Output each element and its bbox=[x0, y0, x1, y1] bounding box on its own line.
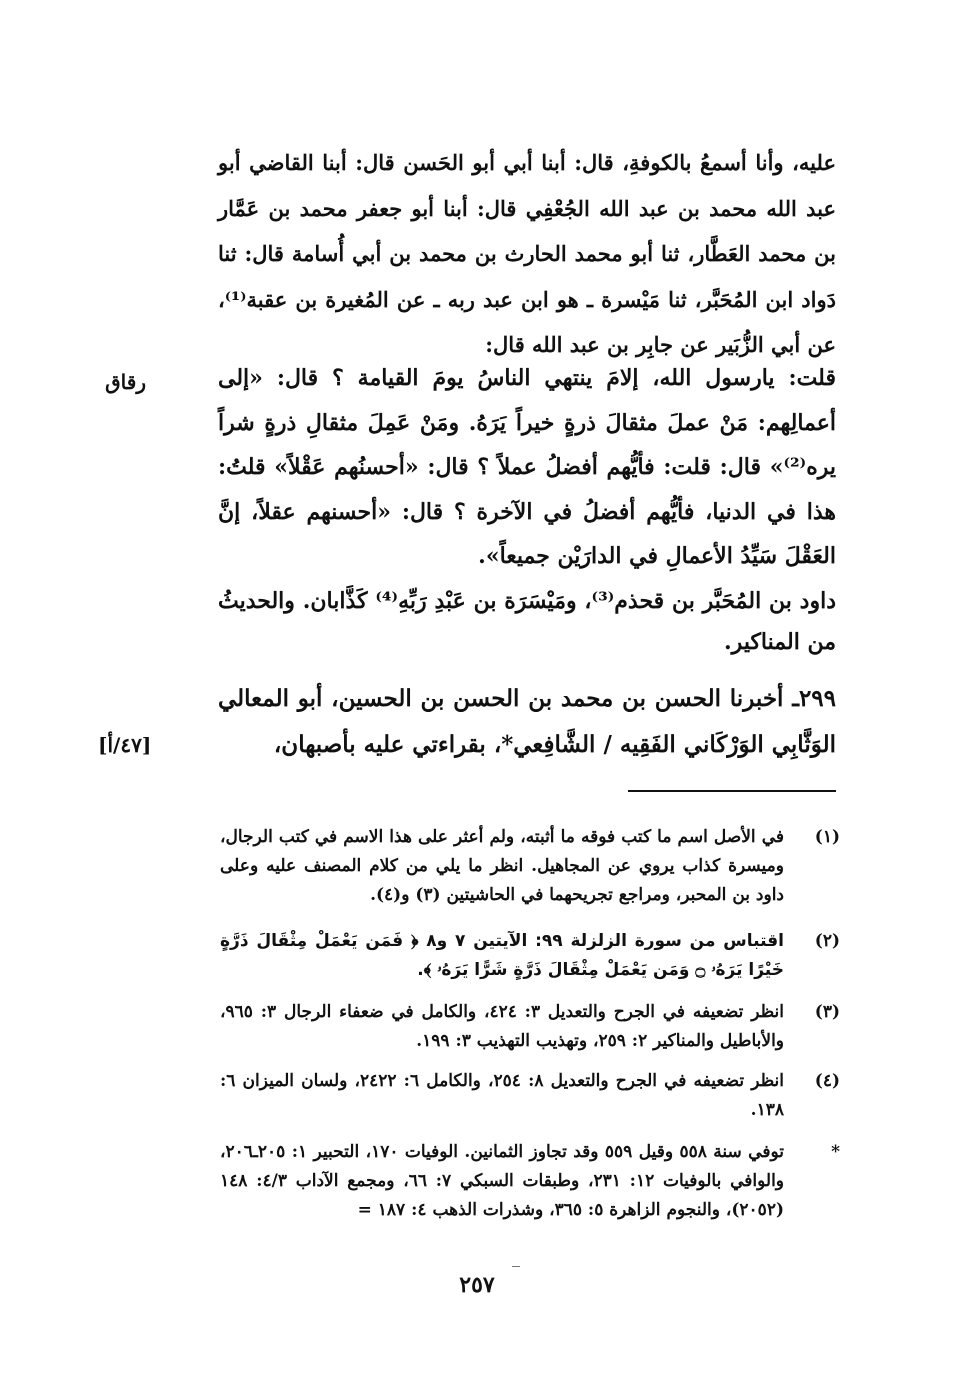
footnote-text: انظر تضعيفه في الجرح والتعديل ٣: ٤٢٤، والكامل في ضعفاء الرجال ٣: ٩٦٥، والأباطيل والمناكير ٢: ٢٥٩، وتهذيب التهذيب ٣: ١٩٩. bbox=[220, 1002, 784, 1051]
footnote-asterisk bbox=[220, 1138, 840, 1225]
footnote-2 bbox=[220, 927, 840, 985]
margin-label-riqaq: رقاق bbox=[105, 370, 146, 394]
footnote-text: اقتباس من سورة الزلزلة ٩٩: الآيتين ٧ و٨ ﴿ فَمَن يَعْمَلْ مِثْقَالَ ذَرَّةٍ خَيْرًا يَرَهُۥ ۝ وَمَن يَعْمَلْ مِثْقَالَ ذَرَّةٍ شَرًّا يَرَهُۥ ﴾. bbox=[220, 931, 784, 980]
footnote-text: في الأصل اسم ما كتب فوقه ما أثبته، ولم أعثر على هذا الاسم في كتب الرجال، وميسرة كذاب يروي عن المجاهيل. انظر ما يلي من كلام المصنف عليه وعلى داود بن المحبر، ومراجع تجريحهما في الحاشيتين (٣) و(٤). bbox=[220, 827, 784, 905]
footnote-1 bbox=[220, 823, 840, 910]
footnote-4 bbox=[220, 1067, 840, 1125]
manuscript-folio-ref: [٤٧/أ] bbox=[98, 733, 152, 757]
hadith-299-heading: ٢٩٩ـ أخبرنا الحسن بن محمد بن الحسن بن الحسين، أبو المعالي الوَثَّابِي الوَرْكَاني الفَقِيه / الشَّافِعي*، بقراءتي عليه بأصبهان، bbox=[218, 685, 836, 758]
footnote-number: (٢) bbox=[814, 931, 840, 951]
footnote-separator bbox=[628, 790, 836, 792]
footnote-text: انظر تضعيفه في الجرح والتعديل ٨: ٢٥٤، والكامل ٦: ٢٤٢٢، ولسان الميزان ٦: ١٣٨. bbox=[220, 1071, 784, 1120]
printer-mark bbox=[512, 1266, 520, 1267]
footnote-number: * bbox=[831, 1142, 840, 1162]
page-number: ٢٥٧ bbox=[459, 1272, 495, 1298]
footnote-text: توفي سنة ٥٥٨ وقيل ٥٥٩ وقد تجاوز الثمانين. الوفيات ١٧٠، التحبير ١: ٢٠٥ـ٢٠٦، والوافي بالوفيات ١٢: ٢٣١، وطبقات السبكي ٧: ٦٦، ومجمع الآداب ٤/٣: ١٤٨ (٢٠٥٢)، والنجوم الزاهرة ٥: ٣٦٥، وشذرات الذهب ٤: ١٨٧ = bbox=[220, 1142, 785, 1220]
footnote-3 bbox=[220, 998, 840, 1056]
hadith-text: قلت: يارسول الله، إلامَ ينتهي الناسُ يومَ القيامة ؟ قال: «إلى أعمالِهم: مَنْ عملَ مثقالَ ذرةٍ خيراً يَرَهُ. ومَنْ عَمِلَ مثقالِ ذرةٍ شراً يره⁽²⁾» قال: قلت: فأيُّهم أفضلُ عملاً ؟ قال: «أحسنُهم عَقْلاً» قلتُ: هذا في الدنيا، فأيُّهم أفضلُ في الآخرة ؟ قال: «أحسنهم عقلاً، إنَّ العَقْلَ سَيِّدُ الأعمالِ في الدارَيْن جميعاً». bbox=[218, 365, 837, 569]
narrator-judgement: داود بن المُحَبَّر بن قحذم⁽³⁾، ومَيْسَرَة بن عَبْدِ رَبِّهِ⁽⁴⁾ كَذَّابان. والحديثُ من المناكير. bbox=[218, 588, 837, 655]
footnote-number: (٤) bbox=[814, 1071, 840, 1091]
footnote-number: (٣) bbox=[814, 1002, 840, 1022]
isnad-paragraph: عليه، وأنا أسمعُ بالكوفةِ، قال: أبنا أبي أبو الحَسن قال: أبنا القاضي أبو عبد الله محمد بن عبد الله الجُعْفِي قال: أبنا أبو جعفر محمد بن عَمَّار بن محمد العَطَّار، ثنا أبو محمد الحارث بن محمد بن أبي أُسامة قال: ثنا دَواد ابن المُحَبَّر، ثنا مَيْسرة ـ هو ابن عبد ربه ـ عن المُغيرة بن عقبة⁽¹⁾، عن أبي الزُّبَير عن جابِر بن عبد الله قال: bbox=[218, 150, 836, 357]
footnote-number: (١) bbox=[814, 827, 840, 847]
